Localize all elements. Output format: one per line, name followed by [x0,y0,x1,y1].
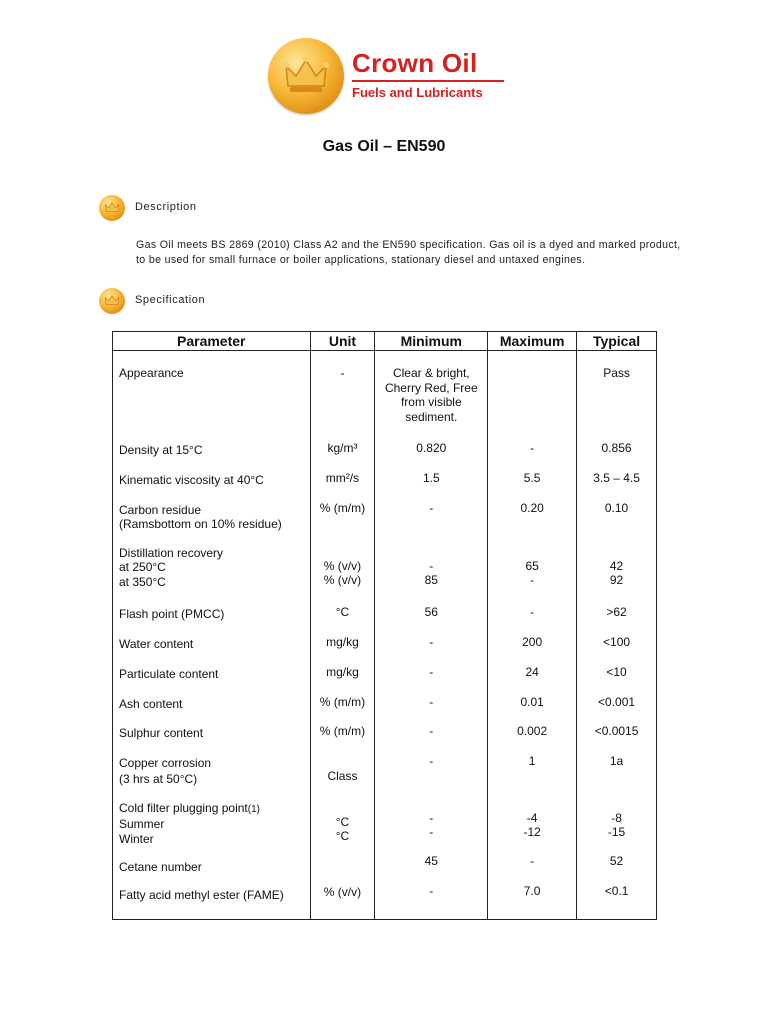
param-cell: Kinematic viscosity at 40°C [113,471,311,501]
typical-cell: <0.0015 [577,724,657,754]
param-line: Copper corrosion [119,755,212,770]
param-line: at 250°C [119,560,166,574]
max-cell: 7.0 [488,882,577,920]
max-cell: 0.01 [488,695,577,724]
typical-cell: <0.1 [577,882,657,920]
unit-cell: % (m/m) [310,501,375,545]
min-cell [375,545,488,605]
unit-cell: kg/m³ [310,441,375,471]
unit-cell: mm²/s [310,471,375,501]
table-row [113,441,657,471]
max-line: -12 [523,825,541,839]
unit-cell: mg/kg [310,635,375,665]
param-cell [113,754,311,799]
crown-bullet-icon [99,288,125,314]
brand-tagline: Fuels and Lubricants [352,85,483,100]
param-line: Winter [119,831,154,846]
max-cell [488,351,577,441]
section-heading-description: Description [135,201,197,213]
brand-rule [352,80,504,82]
table-row [113,605,657,635]
max-cell: 0.20 [488,501,577,545]
crown-oil-logo [268,38,518,118]
table-row [113,635,657,665]
header-typical: Typical [577,332,657,351]
param-cell: Sulphur content [113,724,311,754]
param-cell: Cetane number [113,852,311,882]
table-row [113,882,657,920]
specification-table [112,331,657,920]
typical-cell: <100 [577,635,657,665]
table-row [113,351,657,441]
param-line: at 350°C [119,574,166,589]
max-cell [488,545,577,605]
unit-cell: % (v/v) [310,882,375,920]
param-cell: Particulate content [113,665,311,695]
param-line: Summer [119,817,165,831]
max-line: 65 [525,558,539,573]
unit-cell [310,545,375,605]
unit-cell: % (m/m) [310,724,375,754]
min-cell: - [375,695,488,724]
max-line: -4 [526,810,538,825]
typical-cell: 3.5 – 4.5 [577,471,657,501]
table-row [113,545,657,605]
param-cell: Appearance [113,351,311,441]
unit-cell: mg/kg [310,665,375,695]
param-cell: Fatty acid methyl ester (FAME) [113,882,311,920]
max-cell [488,799,577,852]
table-row [113,501,657,545]
min-cell: 0.820 [375,441,488,471]
typical-cell: 0.856 [577,441,657,471]
unit-cell: °C [310,605,375,635]
description-text: Gas Oil meets BS 2869 (2010) Class A2 and the EN590 specification. Gas oil is a dyed and marked product, to be used for small furnace or boiler applications, stationary diesel and untaxed engines. [136,239,681,266]
unit-cell: - [310,351,375,441]
param-cell [113,799,311,852]
unit-line: °C [335,829,350,843]
param-cell: Density at 15°C [113,441,311,471]
header-maximum: Maximum [488,332,577,351]
min-cell: - [375,754,488,799]
table-header-row [113,332,657,351]
param-text: Cold filter plugging point [119,800,248,815]
unit-cell: % (m/m) [310,695,375,724]
max-cell: 5.5 [488,471,577,501]
header-unit: Unit [310,332,375,351]
typical-cell: 1a [577,754,657,799]
min-cell: 1.5 [375,471,488,501]
param-cell: Ash content [113,695,311,724]
unit-line: °C [335,814,350,829]
section-heading-specification: Specification [135,294,206,306]
header-parameter: Parameter [113,332,311,351]
typical-cell [577,545,657,605]
unit-cell: Class [310,754,375,799]
param-line: Carbon residue [119,502,202,517]
typical-line: -15 [607,825,626,839]
unit-cell [310,852,375,882]
table-row [113,724,657,754]
crown-bullet-icon [99,195,125,221]
max-cell: 24 [488,665,577,695]
table-row [113,471,657,501]
unit-cell [310,799,375,852]
typical-cell: 0.10 [577,501,657,545]
table-row [113,799,657,852]
min-line: 85 [424,573,438,587]
min-line: - [429,825,434,839]
max-cell: 0.002 [488,724,577,754]
param-line: Distillation recovery [119,545,224,560]
table-row [113,665,657,695]
table-row [113,852,657,882]
min-cell: - [375,724,488,754]
max-cell: - [488,605,577,635]
typical-line: 92 [609,573,624,587]
param-cell [113,501,311,545]
min-cell [375,799,488,852]
footnote-marker: (1) [247,803,260,815]
min-cell: 45 [375,852,488,882]
param-line: (Ramsbottom on 10% residue) [119,517,282,531]
min-line: - [429,810,434,825]
unit-line: % (v/v) [323,558,362,573]
unit-line: % (v/v) [323,573,362,587]
table-row [113,695,657,724]
max-cell: - [488,852,577,882]
min-cell: Clear & bright, Cherry Red, Free from visible sediment. [375,351,488,441]
typical-cell [577,799,657,852]
typical-line: 42 [609,558,624,573]
max-cell: 1 [488,754,577,799]
typical-cell: 52 [577,852,657,882]
min-cell: - [375,882,488,920]
typical-cell: >62 [577,605,657,635]
param-cell: Water content [113,635,311,665]
param-line [119,801,310,818]
max-cell: 200 [488,635,577,665]
min-cell: 56 [375,605,488,635]
param-cell: Flash point (PMCC) [113,605,311,635]
typical-cell: <0.001 [577,695,657,724]
header-minimum: Minimum [375,332,488,351]
param-line: (3 hrs at 50°C) [119,772,198,786]
min-line: - [429,558,434,573]
page-title: Gas Oil – EN590 [322,138,446,155]
param-cell [113,545,311,605]
min-cell: - [375,635,488,665]
min-cell: - [375,665,488,695]
typical-cell: <10 [577,665,657,695]
min-cell: - [375,501,488,545]
typical-line: -8 [611,810,622,825]
max-line: - [530,573,535,587]
brand-name: Crown Oil [352,48,478,78]
crown-icon [268,38,344,114]
typical-cell: Pass [577,351,657,441]
table-row [113,754,657,799]
max-cell: - [488,441,577,471]
